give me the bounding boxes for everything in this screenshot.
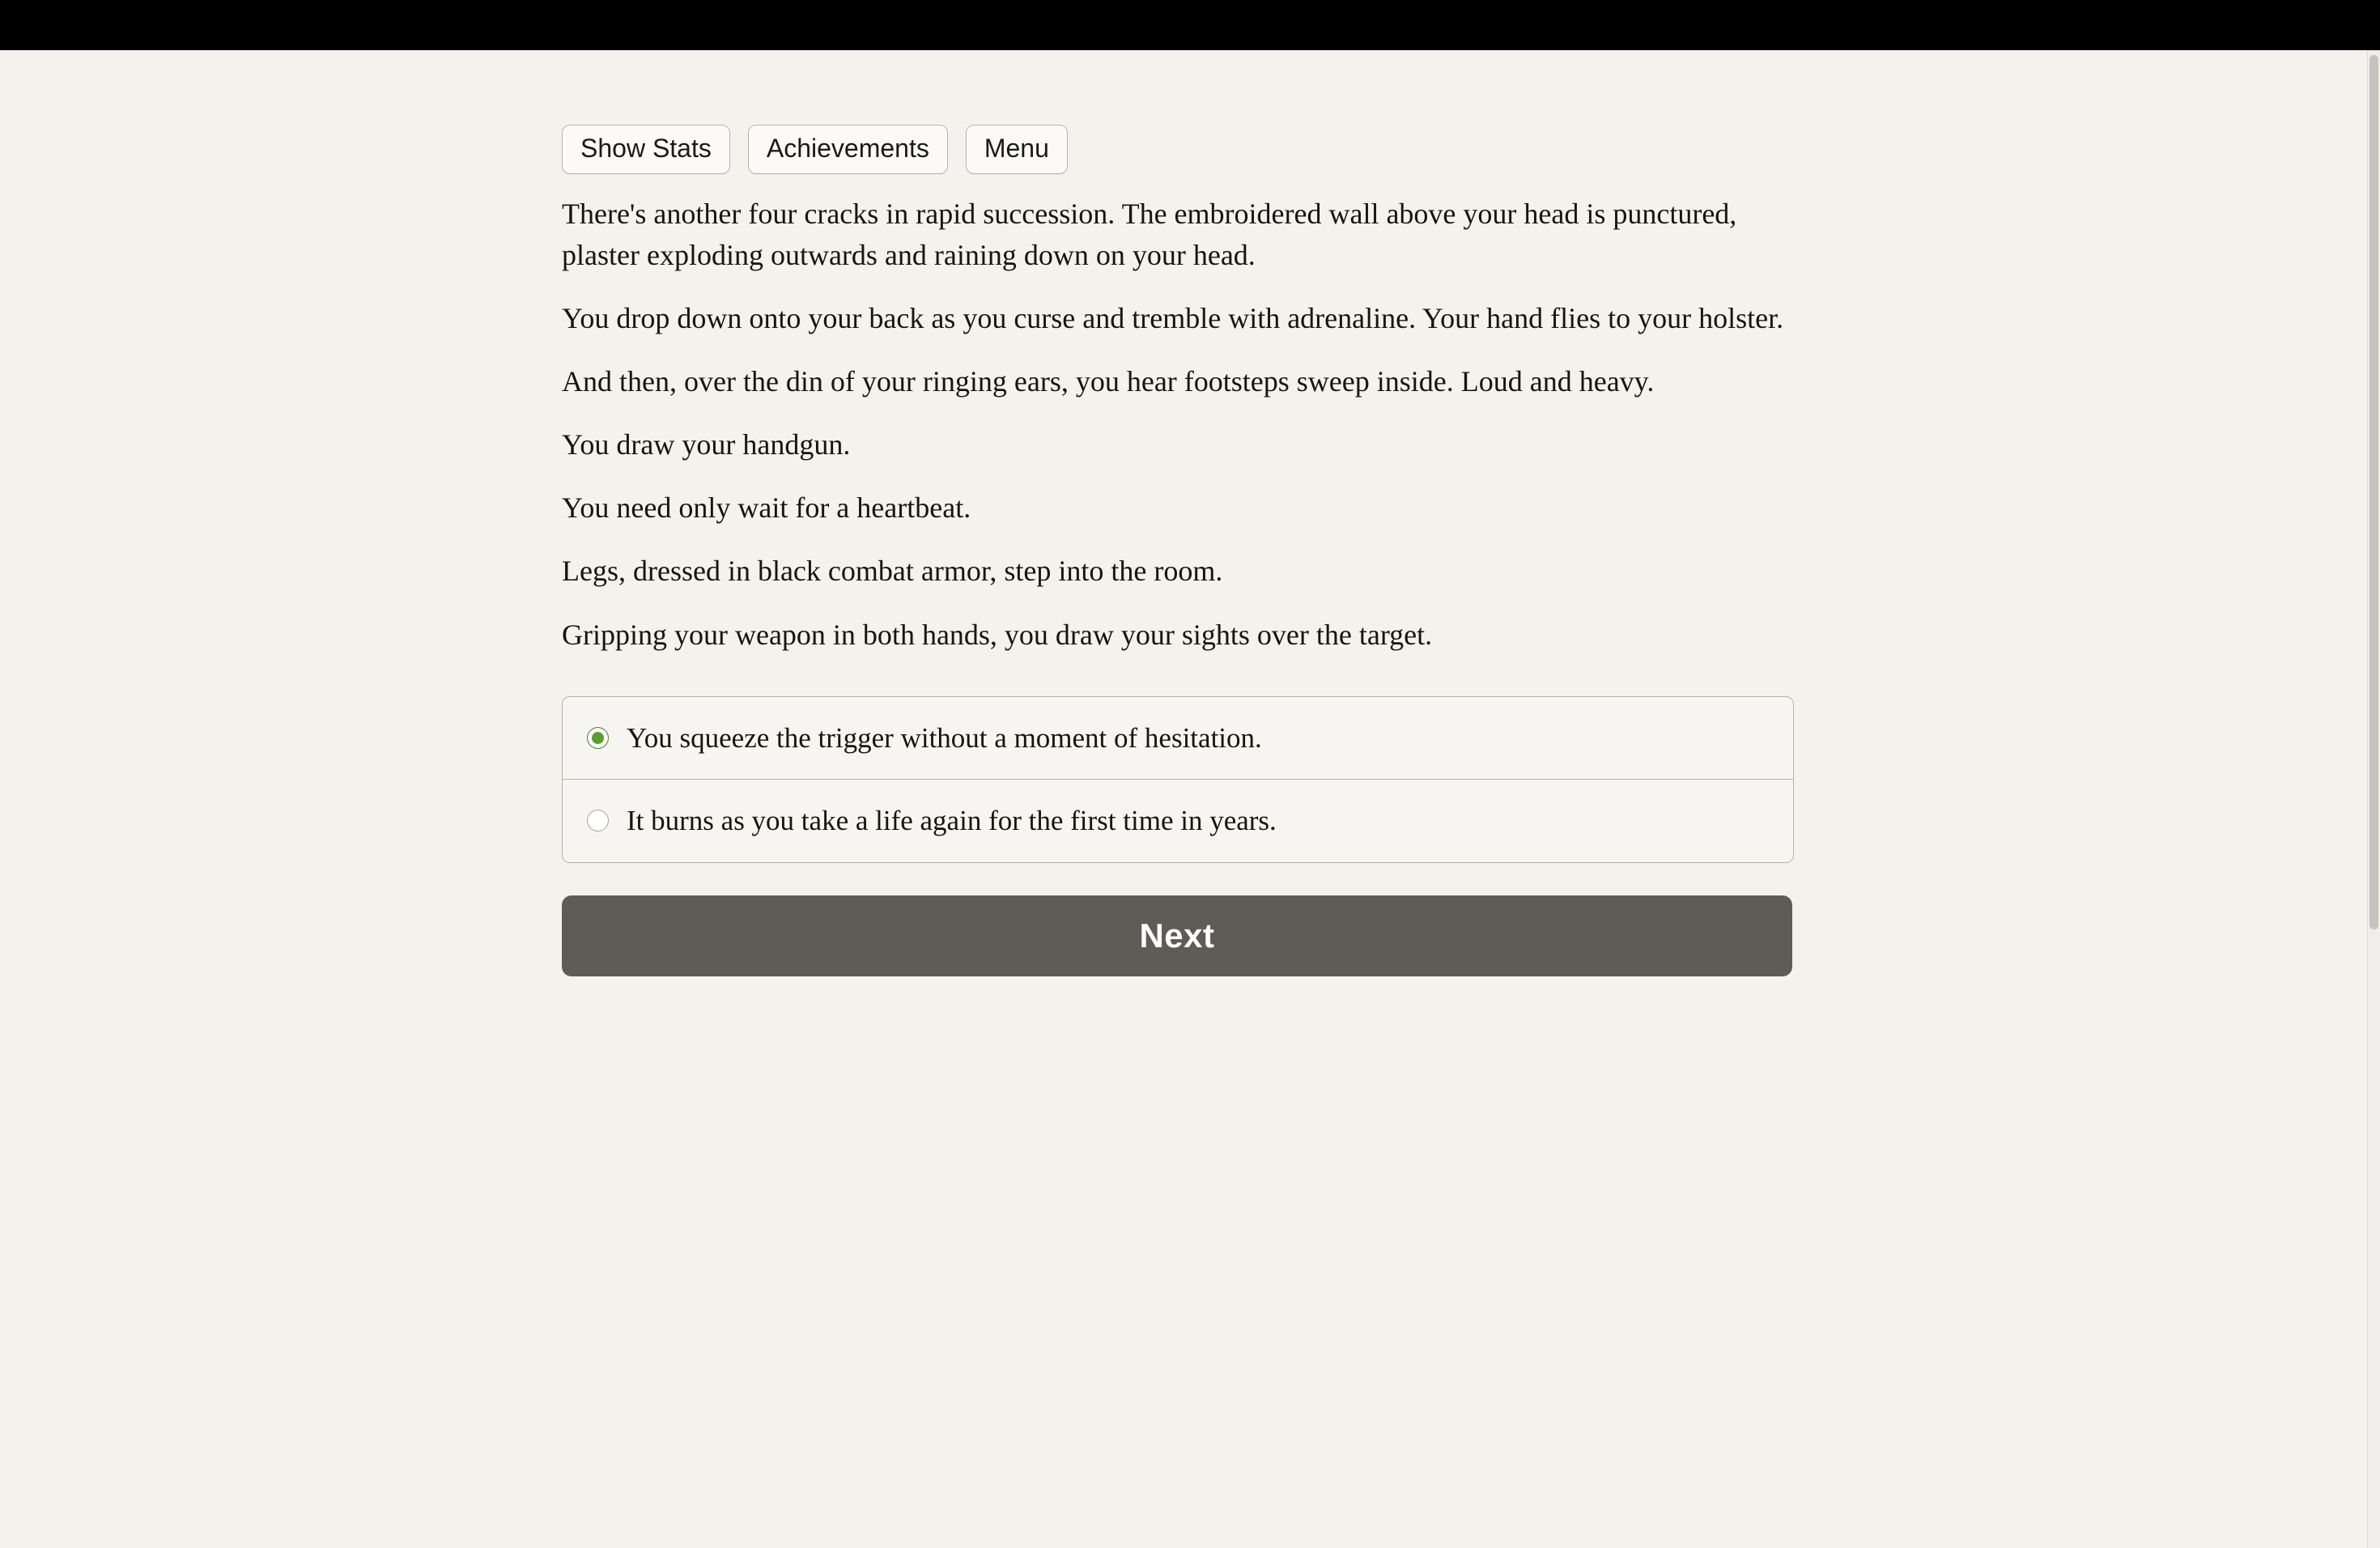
radio-unselected-icon[interactable] [587,810,609,831]
nav-bar [562,125,1800,174]
story-paragraph: You draw your handgun. [562,428,851,461]
story-paragraph: And then, over the din of your ringing ears, you hear footsteps sweep inside. Loud and heavy. [562,365,1655,398]
vertical-scrollbar[interactable] [2367,50,2380,1548]
story-paragraph: There's another four cracks in rapid succession. The embroidered wall above your head is punctured, plaster exploding outwards and raining down on your head. [562,197,1737,271]
choice-list [562,696,1794,863]
choice-option-1-label: You squeeze the trigger without a moment of hesitation. [627,721,1262,754]
browser-top-bar [0,0,2380,50]
story-paragraph: You drop down onto your back as you curse and tremble with adrenaline. Your hand flies to your holster. [562,302,1784,335]
story-paragraph: Gripping your weapon in both hands, you draw your sights over the target. [562,618,1433,651]
story-paragraph: You need only wait for a heartbeat. [562,491,971,525]
choice-option-2[interactable] [563,779,1793,862]
story-content [562,125,1800,976]
radio-selected-icon[interactable] [587,727,609,749]
achievements-button[interactable]: Achievements [748,125,948,174]
show-stats-button[interactable]: Show Stats [562,125,730,174]
menu-button[interactable]: Menu [966,125,1068,174]
choice-option-2-label: It burns as you take a life again for the first time in years. [627,805,1277,837]
next-button[interactable]: Next [562,895,1792,976]
scrollbar-thumb[interactable] [2369,55,2378,929]
story-page [0,50,2368,1548]
choice-option-1[interactable] [563,697,1793,780]
story-paragraph: Legs, dressed in black combat armor, step into the room. [562,555,1223,588]
